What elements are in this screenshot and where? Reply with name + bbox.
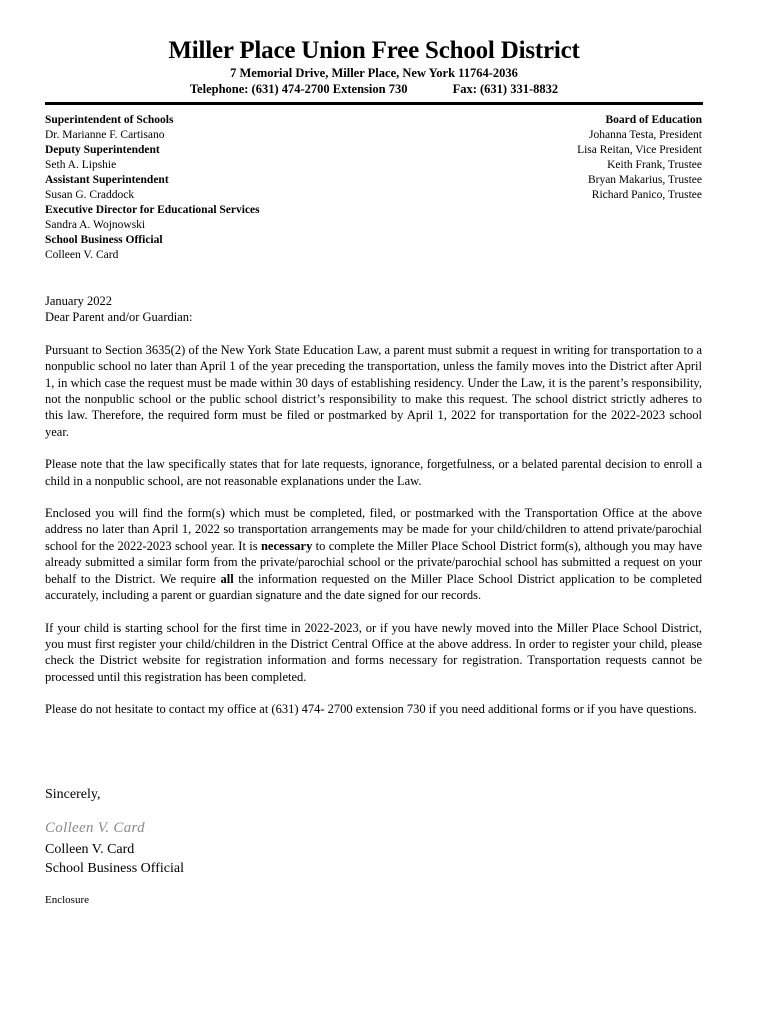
admin-name: Sandra A. Wojnowski: [45, 219, 146, 231]
telephone: Telephone: (631) 474-2700 Extension 730: [189, 82, 408, 96]
admin-title: Superintendent of Schools: [45, 114, 174, 126]
board-member: Richard Panico, Trustee: [591, 189, 702, 201]
contact-line: [0, 81, 748, 97]
letter-date: January 2022: [45, 294, 112, 308]
board-member: Keith Frank, Trustee: [607, 159, 702, 171]
letterhead: [0, 36, 748, 97]
letterhead-divider: [45, 102, 703, 105]
administration-list: [45, 113, 260, 263]
admin-title: Assistant Superintendent: [45, 174, 169, 186]
paragraph-text: the information requested on the Miller Place School District application to be completed accurately, including a parent or guardian signature and the date signed for our records.: [45, 571, 702, 603]
emphasis-necessary: necessary: [260, 538, 313, 553]
signer-title: School Business Official: [45, 861, 184, 876]
district-name: Miller Place Union Free School District: [168, 37, 580, 64]
paragraph-registration: If your child is starting school for the first time in 2022-2023, or if you have newly moved into the Miller Place School District, you must first register your child/children in the District Central Office at the above address. In order to register your child, please check the District website for registration information and forms necessary for registration. Transportation requests cannot be processed until this registration has been completed.: [45, 620, 702, 684]
handwritten-signature: Colleen V. Card: [45, 820, 145, 836]
emphasis-all: all: [220, 571, 234, 586]
letter-body: [45, 293, 702, 718]
board-of-education: [577, 113, 702, 203]
paragraph-late-requests: Please note that the law specifically states that for late requests, ignorance, forgetfulness, or a belated parental decision to enroll a child in a nonpublic school, are not reasonable explanations under the Law.: [45, 457, 702, 488]
paragraph-enclosed-forms: [45, 505, 702, 603]
district-address: 7 Memorial Drive, Miller Place, New York 11764-2036: [230, 66, 518, 80]
letter-closing: Sincerely,: [45, 787, 101, 802]
board-heading: Board of Education: [605, 114, 702, 126]
paragraph-contact: Please do not hesitate to contact my office at (631) 474- 2700 extension 730 if you need additional forms or if you have questions.: [45, 702, 697, 717]
admin-name: Colleen V. Card: [45, 249, 119, 261]
letter-greeting: Dear Parent and/or Guardian:: [45, 310, 193, 325]
paragraph-legal-requirement: Pursuant to Section 3635(2) of the New York State Education Law, a parent must submit a request in writing for transportation to a nonpublic school no later than April 1 of the year preceding the transportation, unless the family moves into the District after April 1, in which case the request must be made within 30 days of establishing residency. Under the Law, it is the parent’s responsibility, not the nonpublic school or the public school district’s responsibility to make this request. The school district strictly adheres to this law. Therefore, the required form must be filed or postmarked by April 1, 2022 for transportation for the 2022-2023 school year.: [45, 342, 702, 439]
board-member: Bryan Makarius, Trustee: [587, 174, 702, 186]
board-member: Johanna Testa, President: [588, 129, 702, 141]
signer-block: [45, 840, 184, 878]
board-member: Lisa Reitan, Vice President: [577, 144, 702, 156]
enclosure-note: Enclosure: [45, 894, 89, 906]
paragraph-text: to complete the Miller Place School District form(s), although you may have already submitted a similar form from the private/parochial school or the private/parochial school has submitted a request on your behalf to the District. We require: [45, 538, 703, 586]
signer-name: Colleen V. Card: [45, 842, 135, 857]
admin-title: Deputy Superintendent: [45, 144, 160, 156]
paragraph-text: Enclosed you will find the form(s) which must be completed, filed, or postmarked with the Transportation Office at the above address no later than April 1, 2022 so transportation arrangements may be made for your child/children to attend private/parochial school for the 2022-2023 school year. It is: [45, 506, 702, 553]
admin-title: School Business Official: [45, 234, 163, 246]
admin-name: Dr. Marianne F. Cartisano: [45, 129, 165, 141]
admin-name: Seth A. Lipshie: [45, 159, 117, 171]
fax: Fax: (631) 331-8832: [452, 82, 559, 96]
admin-name: Susan G. Craddock: [45, 189, 135, 201]
admin-title: Executive Director for Educational Services: [45, 204, 260, 216]
